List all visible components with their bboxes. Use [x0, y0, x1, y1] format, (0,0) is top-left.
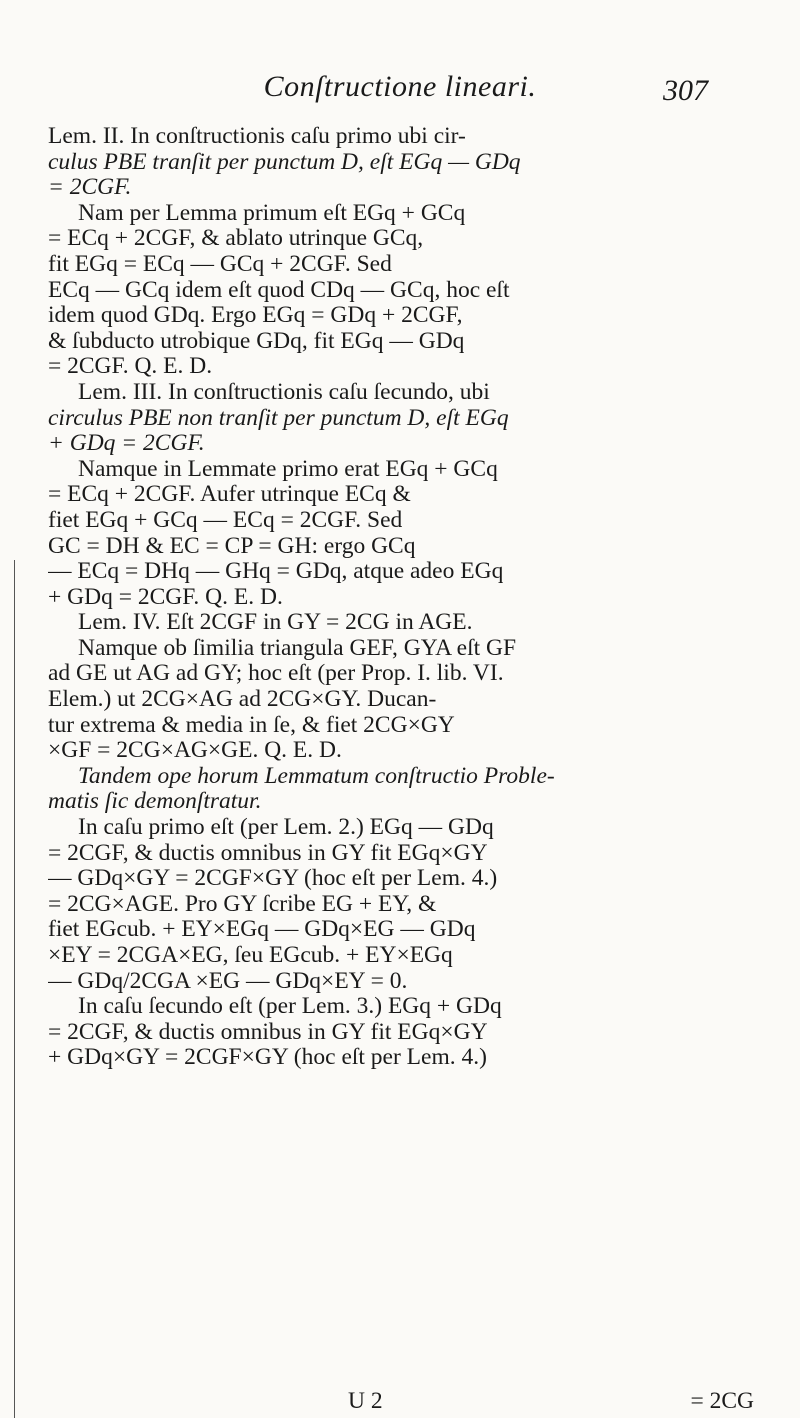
text-line: = 2CG×AGE. Pro GY ſcribe EG + EY, &	[48, 891, 437, 917]
running-title: Conſtructione lineari.	[263, 70, 537, 103]
text-line: culus PBE tranſit per punctum D, eſt EGq — GDq	[48, 149, 521, 175]
text-line: = 2CGF. Q. E. D.	[48, 354, 213, 380]
page-number: 307	[663, 74, 708, 107]
text-line: = 2CGF.	[48, 175, 132, 201]
signature-mark: U 2	[348, 1388, 383, 1414]
text-line: ×GF = 2CG×AG×GE. Q. E. D.	[48, 738, 342, 764]
text-line: & ſubducto utrobique GDq, fit EGq — GDq	[48, 328, 465, 354]
text-line: GC = DH & EC = CP = GH: ergo GCq	[48, 533, 416, 559]
text-line: circulus PBE non tranſit per punctum D, eſt EGq	[48, 405, 509, 431]
text-line: Nam per Lemma primum eſt EGq + GCq	[78, 200, 466, 226]
text-line: Lem. III. In conſtructionis caſu ſecundo, ubi	[78, 379, 490, 405]
text-line: Namque ob ſimilia triangula GEF, GYA eſt GF	[78, 635, 517, 661]
text-line: Tandem ope horum Lemmatum conſtructio Proble-	[78, 763, 555, 789]
text-line: ×EY = 2CGA×EG, ſeu EGcub. + EY×EGq	[48, 943, 453, 968]
text-line: = ECq + 2CGF. Aufer utrinque ECq &	[48, 482, 411, 508]
text-line: — ECq = DHq — GHq = GDq, atque adeo EGq	[48, 559, 504, 585]
text-line: fiet EGcub. + EY×EGq — GDq×EG — GDq	[48, 917, 476, 943]
body-text	[48, 124, 754, 1071]
text-line: + GDq×GY = 2CGF×GY (hoc eſt per Lem. 4.)	[48, 1045, 487, 1071]
page-footer	[48, 1388, 754, 1414]
text-line: + GDq = 2CGF. Q. E. D.	[48, 584, 283, 610]
page-header	[0, 70, 800, 120]
text-line: idem quod GDq. Ergo EGq = GDq + 2CGF,	[48, 303, 463, 329]
text-line: ECq — GCq idem eſt quod CDq — GCq, hoc eſt	[48, 277, 510, 303]
text-line: = 2CGF, & ductis omnibus in GY fit EGq×GY	[48, 1019, 488, 1045]
text-line: fiet EGq + GCq — ECq = 2CGF. Sed	[48, 507, 403, 533]
text-line: Lem. IV. Eſt 2CGF in GY = 2CG in AGE.	[78, 610, 473, 636]
text-line: Namque in Lemmate primo erat EGq + GCq	[78, 456, 498, 482]
text-line: Lem. II. In conſtructionis caſu primo ubi cir-	[48, 124, 466, 149]
text-line: In caſu primo eſt (per Lem. 2.) EGq — GDq	[78, 815, 494, 841]
text-line: tur extrema & media in ſe, & fiet 2CG×GY	[48, 712, 455, 738]
catchword: = 2CG	[690, 1388, 754, 1414]
text-line: Elem.) ut 2CG×AG ad 2CG×GY. Ducan-	[48, 687, 437, 713]
text-line: = ECq + 2CGF, & ablato utrinque GCq,	[48, 226, 424, 252]
page-edge-rule	[14, 560, 15, 1418]
text-line: matis ſic demonſtratur.	[48, 789, 262, 815]
text-line: In caſu ſecundo eſt (per Lem. 3.) EGq + GDq	[78, 994, 502, 1020]
text-line: — GDq/2CGA ×EG — GDq×EY = 0.	[48, 968, 408, 994]
text-line: ad GE ut AG ad GY; hoc eſt (per Prop. I. lib. VI.	[48, 661, 504, 687]
text-line: + GDq = 2CGF.	[48, 431, 205, 457]
text-line: = 2CGF, & ductis omnibus in GY fit EGq×GY	[48, 840, 488, 866]
text-line: — GDq×GY = 2CGF×GY (hoc eſt per Lem. 4.)	[48, 866, 498, 892]
text-line: fit EGq = ECq — GCq + 2CGF. Sed	[48, 251, 392, 277]
